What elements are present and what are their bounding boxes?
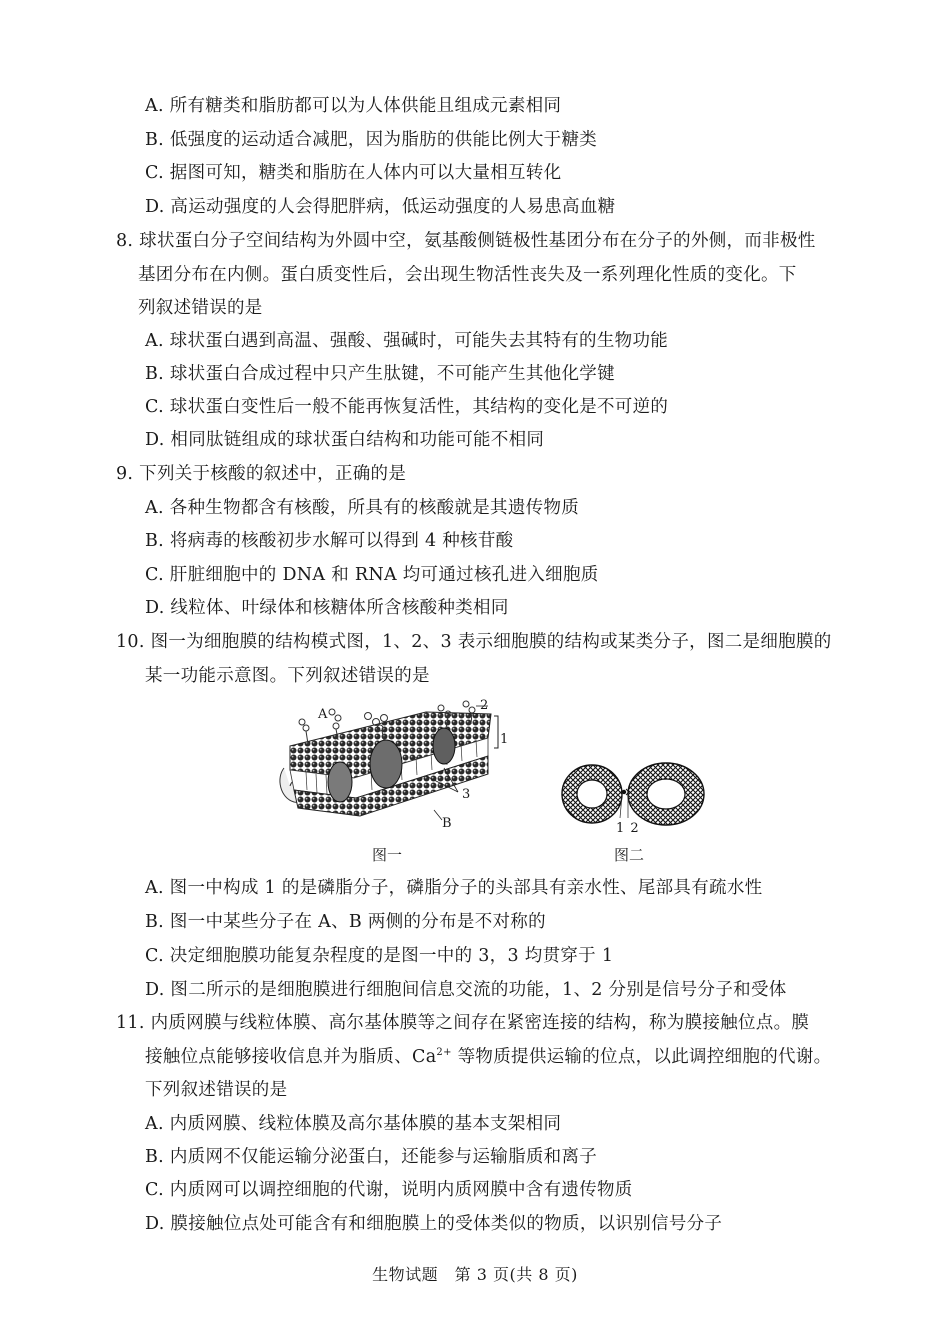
q10-option-c: C. 决定细胞膜功能复杂程度的是图一中的 3，3 均贯穿于 1 [145, 946, 614, 966]
q8-stem-line1: 8. 球状蛋白分子空间结构为外圆中空，氨基酸侧链极性基团分布在分子的外侧，而非极性 [116, 231, 816, 251]
q11-stem-line3: 下列叙述错误的是 [145, 1080, 288, 1100]
q8-option-d: D. 相同肽链组成的球状蛋白结构和功能可能不相同 [145, 430, 545, 450]
fig1-label-1: 1 [500, 732, 509, 747]
membrane-structure-figure [276, 698, 504, 832]
q8-stem-line3: 列叙述错误的是 [138, 298, 263, 318]
page-footer: 生物试题 第 3 页(共 8 页) [372, 1265, 578, 1284]
q9-option-c: C. 肝脏细胞中的 DNA 和 RNA 均可通过核孔进入细胞质 [145, 565, 599, 585]
q7-option-b: B. 低强度的运动适合减肥，因为脂肪的供能比例大于糖类 [145, 130, 598, 150]
fig2-caption: 图二 [614, 846, 645, 864]
q11-option-c: C. 内质网可以调控细胞的代谢，说明内质网膜中含有遗传物质 [145, 1180, 633, 1200]
q11-stem-line2-pre: 接触位点能够接收信息并为脂质、Ca [145, 1047, 437, 1067]
fig2-labels: 1 2 [616, 821, 640, 836]
q10-option-b: B. 图一中某些分子在 A、B 两侧的分布是不对称的 [145, 912, 546, 932]
q11-stem-line1: 11. 内质网膜与线粒体膜、高尔基体膜等之间存在紧密连接的结构，称为膜接触位点。膜 [116, 1013, 810, 1033]
fig1-caption: 图一 [372, 846, 403, 864]
q10-stem-line1: 10. 图一为细胞膜的结构模式图，1、2、3 表示细胞膜的结构或某类分子，图二是细胞膜的 [116, 632, 832, 652]
q9-option-b: B. 将病毒的核酸初步水解可以得到 4 种核苷酸 [145, 531, 514, 551]
q11-option-a: A. 内质网膜、线粒体膜及高尔基体膜的基本支架相同 [145, 1114, 562, 1134]
q9-stem: 9. 下列关于核酸的叙述中，正确的是 [116, 464, 407, 484]
q8-stem-line2: 基团分布在内侧。蛋白质变性后，会出现生物活性丧失及一系列理化性质的变化。下 [138, 265, 797, 285]
q7-option-a: A. 所有糖类和脂肪都可以为人体供能且组成元素相同 [145, 96, 562, 116]
fig1-label-a: A [318, 707, 328, 722]
q10-option-a: A. 图一中构成 1 的是磷脂分子，磷脂分子的头部具有亲水性、尾部具有疏水性 [145, 878, 763, 898]
q11-option-b: B. 内质网不仅能运输分泌蛋白，还能参与运输脂质和离子 [145, 1147, 598, 1167]
q10-option-d: D. 图二所示的是细胞膜进行细胞间信息交流的功能，1、2 分别是信号分子和受体 [145, 980, 787, 1000]
q7-option-c: C. 据图可知，糖类和脂肪在人体内可以大量相互转化 [145, 163, 562, 183]
fig1-label-3: 3 [462, 787, 471, 802]
q11-option-d: D. 膜接触位点处可能含有和细胞膜上的受体类似的物质，以识别信号分子 [145, 1214, 723, 1234]
q9-option-d: D. 线粒体、叶绿体和核糖体所含核酸种类相同 [145, 598, 509, 618]
q8-option-a: A. 球状蛋白遇到高温、强酸、强碱时，可能失去其特有的生物功能 [145, 331, 669, 351]
q11-stem-line2 [145, 1046, 831, 1068]
q9-option-a: A. 各种生物都含有核酸，所具有的核酸就是其遗传物质 [145, 498, 580, 518]
fig1-label-b: B [442, 816, 452, 831]
fig1-label-2: 2 [480, 698, 489, 713]
q8-option-b: B. 球状蛋白合成过程中只产生肽键，不可能产生其他化学键 [145, 364, 615, 384]
q8-option-c: C. 球状蛋白变性后一般不能再恢复活性，其结构的变化是不可逆的 [145, 397, 669, 417]
calcium-charge: 2+ [436, 1047, 452, 1058]
q11-stem-line2-post: 等物质提供运输的位点，以此调控细胞的代谢。 [451, 1047, 832, 1067]
q10-stem-line2: 某一功能示意图。下列叙述错误的是 [145, 666, 430, 686]
q7-option-d: D. 高运动强度的人会得肥胖病，低运动强度的人易患高血糖 [145, 197, 616, 217]
